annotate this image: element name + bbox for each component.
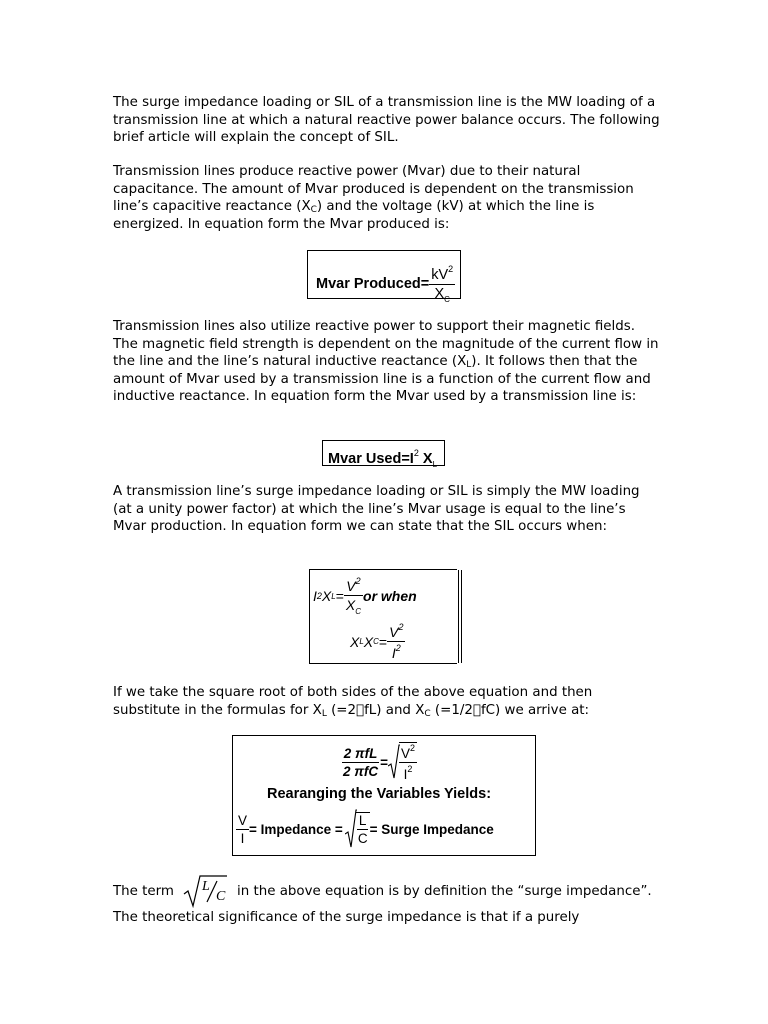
subscript: C — [355, 607, 362, 616]
fraction-numerator: V — [238, 812, 248, 828]
equals-sign: = — [335, 588, 344, 604]
fraction-numerator: V — [401, 746, 411, 761]
superscript: 2 — [410, 743, 416, 753]
box-edge — [458, 570, 462, 663]
text-segment: Transmission lines produce reactive power (Mvar) due to their natural capacitance. The amount of Mvar produced is dependent on the transmission line’s capacitive reactance (X — [113, 164, 634, 214]
fraction-denominator: I — [240, 830, 245, 846]
subscript: L — [466, 360, 472, 370]
equation-text: = Surge Impedance — [369, 821, 494, 837]
equation-fraction — [399, 742, 417, 782]
equation-fraction — [356, 812, 370, 846]
fraction-denominator: 2 πfC — [343, 763, 379, 779]
subscript: C — [444, 295, 450, 304]
subscript: C — [310, 205, 317, 215]
superscript: 2 — [413, 448, 419, 458]
equation-text: or when — [363, 588, 417, 604]
fraction-numerator: 2 πfL — [343, 745, 378, 761]
paragraph-mvar-used — [113, 318, 661, 406]
radical-denominator: C — [216, 889, 226, 904]
superscript: 2 — [407, 764, 413, 774]
equals-sign: = — [378, 633, 388, 650]
equals-sign: = — [380, 754, 389, 770]
radical-numerator: L — [202, 879, 210, 894]
fraction-denominator: I — [403, 767, 408, 782]
equation-fraction — [236, 813, 249, 846]
subscript: C — [424, 708, 431, 719]
fraction-numerator: V — [389, 624, 399, 640]
superscript: 2 — [398, 622, 404, 632]
text-segment: ) and the voltage (kV) at which the line is energized. In equation form the Mvar produced is: — [113, 199, 595, 232]
equation-variable: X — [350, 633, 360, 650]
equation-variable: I — [313, 588, 317, 604]
equation-fraction — [341, 746, 380, 779]
text-segment: in the above equation is by definition the “surge impedance”. — [237, 884, 652, 899]
text-segment: (=1/2 fC) we arrive at: — [430, 702, 590, 718]
superscript: 2 — [395, 643, 401, 653]
equation-mvar-produced — [307, 250, 461, 304]
paragraph-sil-definition: A transmission line’s surge impedance loading or SIL is simply the MW loading (at a unity power factor) at which the line’s Mvar usage is equal to the line’s Mvar production. In equation form we can state that the SIL occurs when: — [113, 484, 640, 534]
fraction-numerator: L — [358, 813, 367, 828]
equation-mvar-used — [322, 440, 445, 469]
equation-label: Mvar Produced= — [316, 276, 430, 292]
superscript: 2 — [448, 264, 454, 274]
superscript: 2 — [316, 591, 322, 601]
text-segment: Transmission lines also utilize reactive power to support their magnetic fields. The magnetic field strength is dependent on the magnitude of the current flow in the line and the line’s natural inductive reactance (X — [113, 319, 659, 369]
paragraph-square-root — [113, 684, 661, 719]
equation-variable: X — [418, 451, 433, 467]
equation-fraction — [387, 622, 405, 661]
equation-variable: X — [363, 633, 374, 650]
equation-fraction — [344, 576, 363, 616]
equation-fraction — [429, 264, 455, 304]
text-segment: If we take the square root of both sides of the above equation and then substitute in the formulas for X — [113, 685, 593, 718]
subscript: L — [321, 708, 327, 719]
subscript: C — [373, 637, 379, 646]
superscript: 2 — [355, 576, 361, 586]
fraction-denominator: X — [345, 597, 356, 613]
fraction-denominator: I — [391, 645, 396, 661]
equation-variable: X — [321, 588, 332, 604]
subscript: L — [331, 591, 336, 601]
paragraph-term — [113, 874, 673, 908]
equation-surge-impedance — [232, 735, 536, 856]
fraction-numerator: V — [346, 578, 356, 594]
equation-sil-condition — [309, 569, 457, 664]
paragraph-significance: The theoretical significance of the surge impedance is that if a purely — [113, 910, 580, 925]
equation-text: = Impedance = — [249, 821, 343, 837]
paragraph-intro: The surge impedance loading or SIL of a transmission line is the MW loading of a transmission line at which a natural reactive power balance occurs. The following brief article will explain the concept of SIL. — [113, 95, 660, 145]
fraction-denominator: C — [357, 831, 368, 846]
subscript: L — [432, 460, 438, 469]
equation-heading: Rearanging the Variables Yields: — [267, 786, 492, 802]
fraction-denominator: X — [434, 286, 445, 302]
paragraph-mvar-produced — [113, 163, 661, 233]
text-segment: (=2 fL) and X — [326, 702, 425, 718]
fraction-numerator: kV — [431, 267, 449, 283]
text-segment: ). It follows then that the amount of Mvar used by a transmission line is a function of the current flow and inductive reactance. In equation form the Mvar used by a transmission line is: — [113, 354, 651, 404]
subscript: L — [359, 637, 364, 646]
equation-label: Mvar Used=I — [328, 451, 414, 467]
text-segment: The term — [113, 884, 174, 899]
